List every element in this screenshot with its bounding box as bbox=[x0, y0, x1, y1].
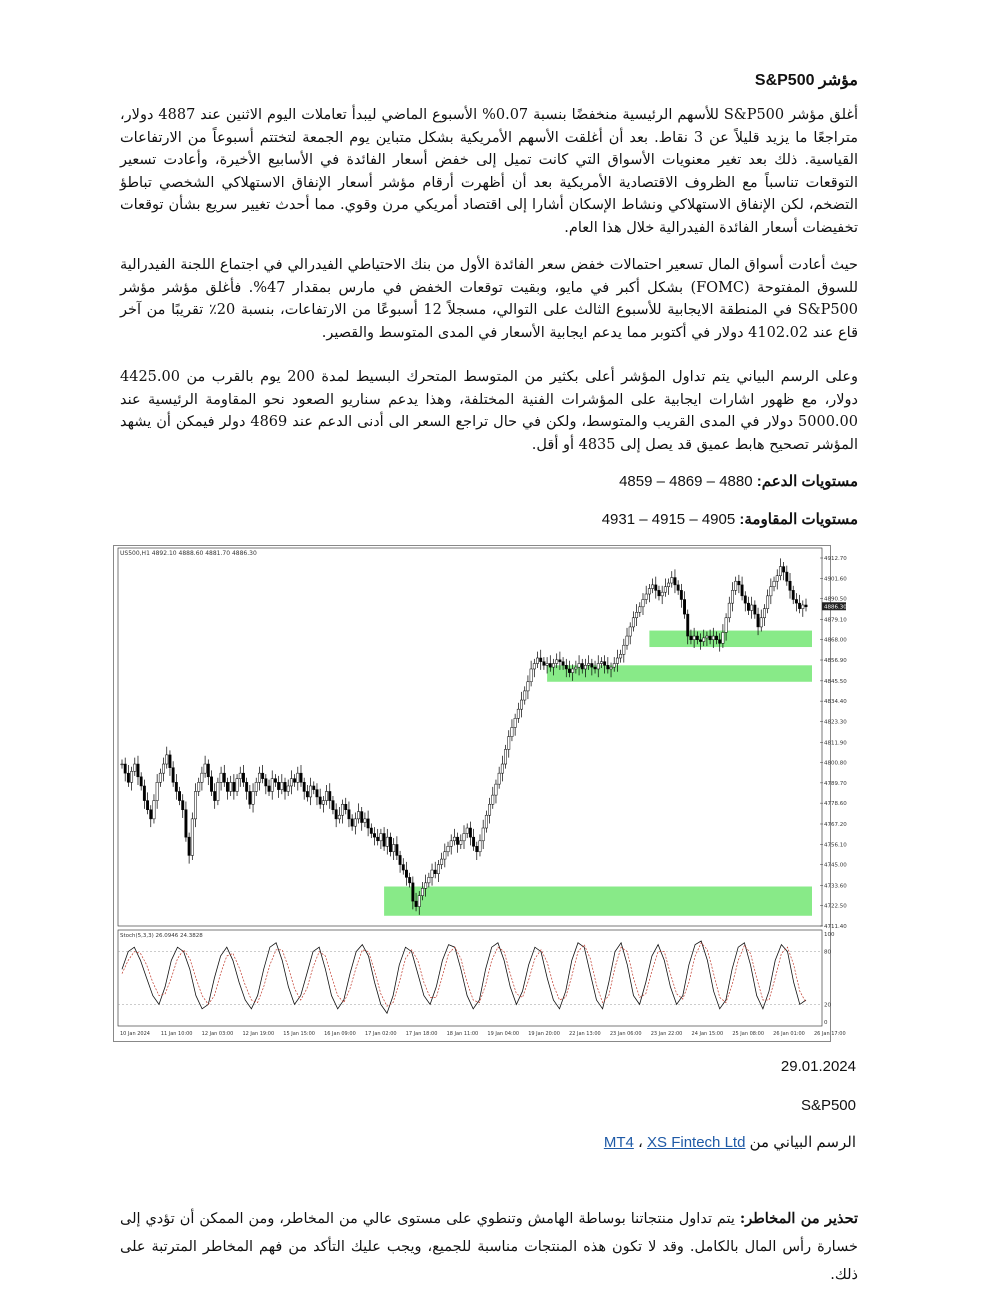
candle-body bbox=[578, 663, 580, 667]
candle-body bbox=[667, 583, 669, 587]
candle-body bbox=[584, 665, 586, 669]
source-prefix: الرسم البياني من bbox=[749, 1134, 856, 1151]
candle-body bbox=[415, 901, 417, 906]
candle-body bbox=[658, 590, 660, 595]
time-axis-label: 17 Jan 18:00 bbox=[405, 1031, 438, 1037]
candle-body bbox=[731, 590, 733, 603]
candle-body bbox=[412, 883, 414, 901]
candle-body bbox=[651, 585, 653, 589]
candle-body bbox=[450, 841, 452, 846]
candle-body bbox=[140, 777, 142, 786]
candle-body bbox=[597, 663, 599, 668]
report-symbol: S&P500 bbox=[800, 1097, 856, 1114]
source-separator: ، bbox=[638, 1134, 643, 1151]
candle-body bbox=[373, 833, 375, 837]
candle-body bbox=[789, 581, 791, 590]
price-axis-label: 4912.70 bbox=[824, 556, 847, 562]
oscillator-level-label: 100 bbox=[824, 932, 835, 938]
candle-body bbox=[156, 782, 158, 800]
time-axis-label: 23 Jan 22:00 bbox=[650, 1031, 683, 1037]
candle-body bbox=[773, 581, 775, 586]
candle-body bbox=[357, 812, 359, 819]
candle-body bbox=[255, 782, 257, 791]
time-axis-label: 18 Jan 11:00 bbox=[446, 1031, 479, 1037]
candle-body bbox=[792, 590, 794, 599]
candle-body bbox=[738, 581, 740, 585]
candle-body bbox=[421, 888, 423, 895]
candle-body bbox=[703, 638, 705, 642]
candle-body bbox=[725, 618, 727, 633]
candle-body bbox=[185, 810, 187, 837]
candle-body bbox=[293, 779, 295, 783]
candle-body bbox=[664, 587, 666, 592]
candle-body bbox=[581, 663, 583, 668]
candle-body bbox=[306, 791, 308, 796]
candle-body bbox=[779, 567, 781, 576]
candle-body bbox=[757, 614, 759, 627]
candle-body bbox=[795, 599, 797, 603]
price-axis-label: 4711.40 bbox=[824, 924, 847, 930]
candle-body bbox=[498, 773, 500, 784]
candle-body bbox=[552, 663, 554, 667]
candle-body bbox=[760, 618, 762, 627]
stoch-d-line bbox=[122, 943, 806, 1006]
support-levels bbox=[619, 472, 858, 490]
candle-body bbox=[236, 779, 238, 792]
candle-body bbox=[587, 663, 589, 665]
support-zone bbox=[384, 887, 812, 916]
candle-body bbox=[559, 660, 561, 662]
candle-body bbox=[175, 782, 177, 791]
candle-body bbox=[297, 773, 299, 782]
candle-body bbox=[517, 709, 519, 718]
candle-body bbox=[645, 594, 647, 599]
candle-body bbox=[616, 658, 618, 663]
candle-body bbox=[495, 784, 497, 795]
candle-body bbox=[687, 614, 689, 636]
candle-body bbox=[399, 855, 401, 864]
time-axis-label: 25 Jan 08:00 bbox=[732, 1031, 765, 1037]
price-axis-label: 4856.90 bbox=[824, 658, 847, 665]
candle-body bbox=[712, 636, 714, 640]
candle-body bbox=[540, 658, 542, 662]
candle-body bbox=[776, 576, 778, 581]
candle-body bbox=[226, 782, 228, 791]
resistance-label: مستويات المقاومة: bbox=[739, 511, 858, 528]
candle-body bbox=[392, 844, 394, 851]
candle-body bbox=[693, 636, 695, 640]
candle-body bbox=[600, 662, 602, 664]
candle-body bbox=[447, 846, 449, 851]
candle-body bbox=[191, 819, 193, 856]
price-axis-label: 4778.60 bbox=[824, 801, 847, 808]
risk-warning bbox=[120, 1205, 858, 1289]
candle-body bbox=[351, 819, 353, 826]
paragraph-technical-outlook: وعلى الرسم البياني يتم تداول المؤشر أعلى بكثير من المتوسط المتحرك البسيط لمدة 200 يوم بالقرب من 4425.00 دولار، مع ظهور اشارات ايجابية على المؤشرات الفنية المختلفة، وهذا يدعم سناريو الصعود نحو المقاومة الرئيسية عند 5000.00 دولار في المدى القريب والمتوسط، ولكن في حال تراجع السعر الى أدنى الدعم عند 4869 دولر فيمكن أن يشهد المؤشر تصحيح هابط عميق قد يصل إلى 4835 أو أقل. bbox=[120, 369, 858, 453]
candle-body bbox=[338, 815, 340, 819]
candle-body bbox=[453, 837, 455, 841]
candle-body bbox=[217, 782, 219, 800]
candle-body bbox=[460, 841, 462, 845]
support-zone bbox=[649, 631, 812, 647]
candle-body bbox=[124, 764, 126, 773]
candle-body bbox=[245, 782, 247, 791]
candle-body bbox=[530, 669, 532, 682]
candle-body bbox=[153, 801, 155, 819]
candle-body bbox=[377, 837, 379, 841]
candle-body bbox=[325, 791, 327, 800]
candle-body bbox=[258, 773, 260, 782]
candle-body bbox=[361, 812, 363, 823]
price-axis-label: 4901.60 bbox=[824, 576, 847, 583]
candle-body bbox=[699, 640, 701, 642]
candle-body bbox=[252, 791, 254, 804]
last-price-label: 4886.30 bbox=[824, 604, 847, 611]
candle-body bbox=[747, 603, 749, 610]
candle-body bbox=[182, 801, 184, 810]
candle-body bbox=[354, 819, 356, 826]
candle-body bbox=[348, 810, 350, 819]
candle-body bbox=[632, 618, 634, 627]
candle-body bbox=[169, 755, 171, 768]
candle-body bbox=[479, 841, 481, 852]
candle-body bbox=[127, 773, 129, 782]
candle-body bbox=[661, 592, 663, 596]
paragraph-fed-expectations: حيث أعادت أسواق المال تسعير احتمالات خفض سعر الفائدة الأول من بنك الاحتياطي الفيدرالي في اجتماع اللجنة الفيدرالية للسوق المفتوحة (FOMC) بشكل أكبر في مايو، وبقيت توقعات الخفض في مارس بمقدار 47%. فأغلق مؤشر مؤشر S&P500 في المنطقة الايجابية للأسبوع الثالث على التوالي، مسجلاً 12 أسبوعًا من الارتفاعات، بنسبة 20٪ تقريبًا من آخر قاع عند 4102.02 دولار في أكتوبر مما يدعم ايجابية الأسعار في المدى المتوسط والقصير. bbox=[120, 257, 859, 341]
candle-body bbox=[575, 667, 577, 669]
risk-label: تحذير من المخاطر: bbox=[739, 1210, 858, 1227]
candle-body bbox=[277, 782, 279, 789]
time-axis-label: 26 Jan 01:00 bbox=[773, 1031, 805, 1037]
price-axis-label: 4811.90 bbox=[824, 740, 847, 747]
candle-body bbox=[194, 791, 196, 818]
candle-body bbox=[798, 603, 800, 608]
candle-body bbox=[750, 605, 752, 610]
candle-body bbox=[524, 691, 526, 700]
candle-body bbox=[763, 609, 765, 618]
candle-body bbox=[229, 782, 231, 791]
candle-body bbox=[472, 837, 474, 846]
candle-body bbox=[562, 662, 564, 666]
candle-body bbox=[514, 718, 516, 727]
candle-body bbox=[239, 773, 241, 778]
time-axis-label: 16 Jan 09:00 bbox=[324, 1031, 356, 1037]
candle-body bbox=[802, 605, 804, 609]
candle-body bbox=[488, 804, 490, 815]
candle-body bbox=[706, 636, 708, 638]
candle-body bbox=[543, 662, 545, 666]
candle-body bbox=[520, 700, 522, 709]
price-axis-label: 4745.00 bbox=[824, 862, 847, 869]
xs-fintech-link[interactable]: XS Fintech Ltd bbox=[647, 1134, 746, 1151]
paragraph-market-close: أغلق مؤشر S&P500 للأسهم الرئيسية منخفضًا بنسبة 0.07% الأسبوع الماضي ليبدأ تعاملات اليوم الاثنين عند 4887 دولار، متراجعًا ما يزيد قليلاً عن 3 نقاط. بعد أن أغلقت الأسهم الأمريكية بشكل متباين يوم الجمعة لتختتم أسبوعاً من الارتفاعات القياسية. ذلك بعد تغير معنويات الأسواق التي كانت تميل إلى خفض أسعار الفائدة في الأسابيع الأخيرة، وأعادت تسعير التوقعات تناسباً مع الظروف الاقتصادية الأمريكية بعد أن أظهرت أرقام مؤشر أسعار الإنفاق الاستهلاكي الشخصي تباطؤ التضخم، لكن الإنفاق الاستهلاكي ونشاط الإسكان أشارا إلى اقتصاد أمريكي مرن وقوي. مما أحدث تغيير سريع بشأن توقعات تخفيضات أسعار الفائدة الفيدرالية خلال هذا العام. bbox=[120, 107, 858, 236]
candle-body bbox=[770, 587, 772, 596]
time-axis-label: 10 Jan 2024 bbox=[120, 1031, 150, 1037]
candle-body bbox=[655, 585, 657, 590]
candle-body bbox=[469, 828, 471, 837]
candle-body bbox=[728, 603, 730, 618]
support-label: مستويات الدعم: bbox=[756, 473, 858, 490]
candle-body bbox=[313, 786, 315, 790]
candle-body bbox=[683, 599, 685, 614]
candle-body bbox=[671, 578, 673, 583]
candle-body bbox=[546, 663, 548, 665]
chart-canvas bbox=[114, 546, 847, 1041]
resistance-values: 4905 – 4915 – 4931 bbox=[601, 511, 736, 528]
candle-body bbox=[690, 636, 692, 640]
candle-body bbox=[367, 819, 369, 828]
candle-body bbox=[220, 773, 222, 782]
price-axis-label: 4834.40 bbox=[824, 699, 847, 706]
main-plot-frame bbox=[118, 548, 822, 926]
candle-body bbox=[316, 790, 318, 797]
support-values: 4880 – 4869 – 4859 bbox=[619, 473, 753, 490]
time-axis-label: 11 Jan 10:00 bbox=[160, 1031, 193, 1037]
candle-body bbox=[143, 786, 145, 801]
candle-body bbox=[492, 795, 494, 804]
price-axis-label: 4879.10 bbox=[824, 617, 847, 624]
candle-body bbox=[428, 877, 430, 882]
candle-body bbox=[555, 660, 557, 664]
candle-body bbox=[121, 764, 123, 765]
chart-header: US500,H1 4892.10 4888.60 4881.70 4886.30 bbox=[120, 550, 257, 557]
candle-body bbox=[648, 589, 650, 594]
candle-body bbox=[364, 819, 366, 823]
candle-body bbox=[744, 596, 746, 603]
candle-body bbox=[722, 632, 724, 643]
candle-body bbox=[329, 791, 331, 800]
candle-body bbox=[341, 804, 343, 815]
candle-body bbox=[332, 801, 334, 810]
candle-body bbox=[201, 773, 203, 782]
candle-body bbox=[613, 663, 615, 667]
candle-body bbox=[437, 865, 439, 874]
candle-body bbox=[281, 782, 283, 789]
candle-body bbox=[639, 607, 641, 612]
candle-body bbox=[166, 755, 168, 764]
candle-body bbox=[284, 782, 286, 791]
price-axis-label: 4733.60 bbox=[824, 883, 847, 890]
price-axis-label: 4800.80 bbox=[824, 760, 847, 767]
candle-body bbox=[677, 585, 679, 590]
candle-body bbox=[607, 665, 609, 669]
candle-body bbox=[549, 663, 551, 667]
candle-body bbox=[626, 636, 628, 645]
oscillator-frame bbox=[118, 930, 822, 1026]
candle-body bbox=[130, 771, 132, 782]
candle-body bbox=[233, 782, 235, 791]
candle-body bbox=[619, 654, 621, 658]
candle-body bbox=[610, 667, 612, 669]
candle-body bbox=[594, 667, 596, 669]
chart-source bbox=[604, 1133, 856, 1151]
time-axis-label: 22 Jan 13:00 bbox=[569, 1031, 601, 1037]
candle-body bbox=[150, 810, 152, 819]
candle-body bbox=[476, 846, 478, 851]
resistance-levels bbox=[602, 510, 858, 528]
candle-body bbox=[482, 828, 484, 841]
price-axis-label: 4767.20 bbox=[824, 821, 847, 828]
candle-body bbox=[754, 605, 756, 614]
candle-body bbox=[210, 777, 212, 792]
price-axis-label: 4823.30 bbox=[824, 719, 847, 726]
risk-text: يتم تداول منتجاتنا بوساطة الهامش وتنطوي على مستوى عالي من المخاطر، ومن الممكن أن تؤدي إلى خسارة رأس المال بالكامل. وقد لا تكون هذه المنتجات مناسبة للجميع، ويجب عليك التأكد من فهم المخاطر المترتبة على ذلك. bbox=[120, 1211, 858, 1283]
mt4-link[interactable]: MT4 bbox=[603, 1134, 634, 1151]
time-axis-label: 24 Jan 15:00 bbox=[691, 1031, 724, 1037]
candle-body bbox=[207, 764, 209, 777]
candle-body bbox=[719, 640, 721, 644]
candle-body bbox=[223, 773, 225, 782]
candle-body bbox=[303, 782, 305, 791]
candle-body bbox=[466, 828, 468, 833]
candle-body bbox=[300, 773, 302, 782]
price-axis-label: 4868.00 bbox=[824, 637, 847, 644]
candle-body bbox=[571, 669, 573, 673]
candle-body bbox=[162, 764, 164, 773]
candle-body bbox=[146, 801, 148, 810]
candle-body bbox=[568, 669, 570, 673]
candle-body bbox=[134, 764, 136, 771]
price-axis-label: 4789.70 bbox=[824, 780, 847, 787]
candle-body bbox=[511, 727, 513, 736]
candle-body bbox=[178, 791, 180, 800]
candle-body bbox=[591, 663, 593, 667]
oscillator-label: Stoch(5,3,3) 26.0946 24.3828 bbox=[120, 933, 203, 939]
candle-body bbox=[402, 865, 404, 870]
oscillator-level-label: 80 bbox=[824, 949, 831, 956]
candle-body bbox=[674, 578, 676, 585]
candle-body bbox=[261, 773, 263, 778]
time-axis-label: 26 Jan 17:00 bbox=[814, 1031, 846, 1037]
candle-body bbox=[265, 779, 267, 786]
candle-body bbox=[444, 852, 446, 859]
time-axis-label: 17 Jan 02:00 bbox=[364, 1031, 397, 1037]
candle-body bbox=[319, 797, 321, 804]
candle-body bbox=[623, 645, 625, 654]
candle-body bbox=[533, 663, 535, 668]
candle-body bbox=[268, 786, 270, 791]
oscillator-level-label: 0 bbox=[824, 1020, 828, 1026]
candle-body bbox=[370, 828, 372, 833]
candle-body bbox=[172, 768, 174, 783]
candle-body bbox=[345, 804, 347, 809]
candle-body bbox=[396, 844, 398, 855]
candle-body bbox=[386, 837, 388, 846]
candle-body bbox=[204, 764, 206, 773]
candle-body bbox=[734, 581, 736, 590]
candle-body bbox=[786, 572, 788, 581]
candle-body bbox=[383, 833, 385, 846]
candle-body bbox=[805, 605, 807, 607]
candle-body bbox=[188, 837, 190, 855]
candle-body bbox=[389, 837, 391, 852]
price-axis-label: 4845.50 bbox=[824, 678, 847, 685]
candle-body bbox=[271, 779, 273, 792]
price-axis-label: 4722.50 bbox=[824, 903, 847, 910]
time-axis-label: 12 Jan 03:00 bbox=[201, 1031, 234, 1037]
candle-body bbox=[249, 791, 251, 804]
candle-body bbox=[431, 870, 433, 877]
candle-body bbox=[287, 786, 289, 791]
price-axis-label: 4890.50 bbox=[824, 596, 847, 603]
candle-body bbox=[198, 782, 200, 791]
candle-body bbox=[603, 662, 605, 666]
candle-body bbox=[642, 599, 644, 606]
candle-body bbox=[715, 636, 717, 640]
time-axis-label: 23 Jan 06:00 bbox=[609, 1031, 642, 1037]
candle-body bbox=[424, 883, 426, 888]
candle-body bbox=[635, 612, 637, 617]
candle-body bbox=[527, 682, 529, 691]
candle-body bbox=[508, 737, 510, 750]
candle-body bbox=[463, 833, 465, 840]
candle-body bbox=[434, 870, 436, 874]
oscillator-level-label: 20 bbox=[824, 1002, 831, 1009]
candle-body bbox=[565, 665, 567, 669]
time-axis-label: 19 Jan 04:00 bbox=[487, 1031, 520, 1037]
candle-body bbox=[504, 749, 506, 764]
price-axis-label: 4756.10 bbox=[824, 842, 847, 849]
candle-body bbox=[696, 636, 698, 640]
candle-body bbox=[501, 764, 503, 773]
page-title: مؤشر S&P500 bbox=[754, 72, 858, 89]
candle-body bbox=[782, 567, 784, 572]
candle-body bbox=[380, 833, 382, 840]
candle-body bbox=[680, 590, 682, 599]
candle-body bbox=[322, 801, 324, 805]
candle-body bbox=[418, 896, 420, 907]
candle-body bbox=[274, 779, 276, 783]
time-axis-label: 12 Jan 19:00 bbox=[242, 1031, 275, 1037]
candle-body bbox=[405, 870, 407, 877]
candle-body bbox=[456, 837, 458, 844]
candle-body bbox=[485, 815, 487, 828]
time-axis-label: 19 Jan 20:00 bbox=[528, 1031, 560, 1037]
candle-body bbox=[766, 596, 768, 609]
candle-body bbox=[309, 786, 311, 797]
candle-body bbox=[159, 773, 161, 782]
candle-body bbox=[709, 636, 711, 640]
candle-body bbox=[741, 585, 743, 596]
candle-body bbox=[440, 859, 442, 864]
candle-body bbox=[629, 627, 631, 636]
candle-body bbox=[213, 791, 215, 800]
candle-body bbox=[242, 773, 244, 782]
time-axis-label: 15 Jan 15:00 bbox=[283, 1031, 315, 1037]
candle-body bbox=[536, 658, 538, 663]
price-chart bbox=[113, 545, 847, 1042]
report-date: 29.01.2024 bbox=[780, 1058, 856, 1075]
candle-body bbox=[290, 779, 292, 786]
candle-body bbox=[137, 764, 139, 777]
candle-body bbox=[335, 810, 337, 819]
candle-body bbox=[408, 877, 410, 882]
